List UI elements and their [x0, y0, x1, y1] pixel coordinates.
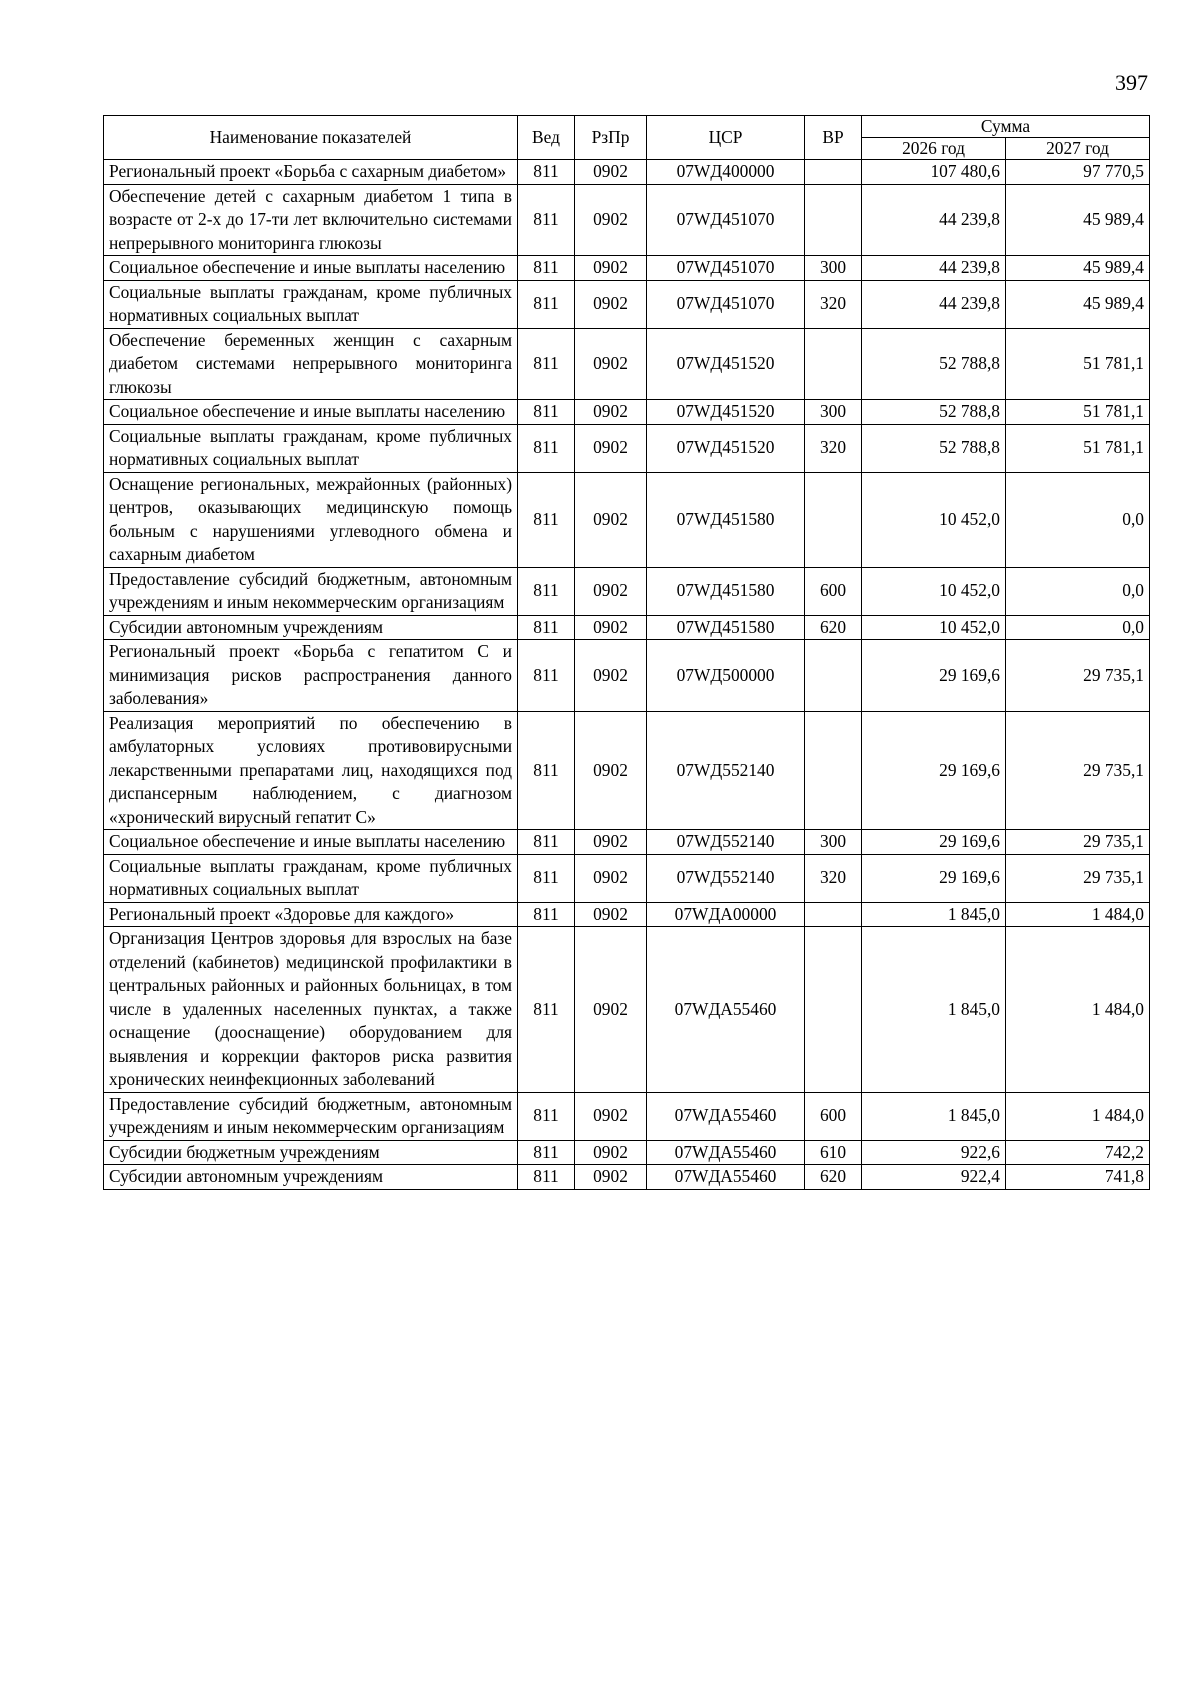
cell-ved: 811 [518, 567, 575, 615]
table-body [104, 160, 1150, 1190]
cell-csr: 07WД552140 [647, 711, 805, 830]
cell-vr: 620 [805, 615, 862, 640]
cell-rzpr: 0902 [575, 640, 647, 712]
header-name: Наименование показателей [104, 116, 518, 160]
cell-rzpr: 0902 [575, 711, 647, 830]
cell-sum-2027: 1 484,0 [1006, 1092, 1150, 1140]
cell-vr: 300 [805, 830, 862, 855]
cell-sum-2026: 1 845,0 [862, 902, 1006, 927]
cell-vr [805, 711, 862, 830]
header-2026: 2026 год [862, 138, 1006, 160]
cell-ved: 811 [518, 256, 575, 281]
table-row [104, 400, 1150, 425]
cell-ved: 811 [518, 711, 575, 830]
header-ved: Вед [518, 116, 575, 160]
cell-csr: 07WД451070 [647, 256, 805, 281]
cell-vr: 320 [805, 280, 862, 328]
cell-sum-2026: 44 239,8 [862, 256, 1006, 281]
table-row [104, 830, 1150, 855]
cell-csr: 07WД451520 [647, 400, 805, 425]
cell-name: Обеспечение детей с сахарным диабетом 1 типа в возрасте от 2-х до 17-ти лет включительно системами непрерывного мониторинга глюкозы [104, 184, 518, 256]
cell-vr [805, 184, 862, 256]
cell-ved: 811 [518, 280, 575, 328]
cell-name: Региональный проект «Борьба с гепатитом С и минимизация рисков распространения данного заболевания» [104, 640, 518, 712]
cell-ved: 811 [518, 472, 575, 567]
header-row-1 [104, 116, 1150, 138]
cell-rzpr: 0902 [575, 615, 647, 640]
cell-name: Социальные выплаты гражданам, кроме публичных нормативных социальных выплат [104, 424, 518, 472]
cell-sum-2027: 29 735,1 [1006, 830, 1150, 855]
table-row [104, 927, 1150, 1093]
table-row [104, 160, 1150, 185]
cell-csr: 07WДА55460 [647, 927, 805, 1093]
header-vr: ВР [805, 116, 862, 160]
cell-sum-2027: 741,8 [1006, 1165, 1150, 1190]
cell-sum-2027: 29 735,1 [1006, 854, 1150, 902]
cell-sum-2026: 1 845,0 [862, 927, 1006, 1093]
cell-rzpr: 0902 [575, 424, 647, 472]
cell-rzpr: 0902 [575, 1092, 647, 1140]
cell-sum-2027: 29 735,1 [1006, 640, 1150, 712]
cell-csr: 07WДА55460 [647, 1140, 805, 1165]
table-row [104, 280, 1150, 328]
cell-rzpr: 0902 [575, 280, 647, 328]
cell-name: Субсидии бюджетным учреждениям [104, 1140, 518, 1165]
cell-ved: 811 [518, 1140, 575, 1165]
cell-name: Субсидии автономным учреждениям [104, 1165, 518, 1190]
cell-rzpr: 0902 [575, 160, 647, 185]
table-row [104, 1165, 1150, 1190]
cell-sum-2026: 29 169,6 [862, 830, 1006, 855]
cell-ved: 811 [518, 184, 575, 256]
cell-vr [805, 472, 862, 567]
cell-name: Социальное обеспечение и иные выплаты населению [104, 830, 518, 855]
cell-name: Оснащение региональных, межрайонных (районных) центров, оказывающих медицинскую помощь больным с нарушениями углеводного обмена и сахарным диабетом [104, 472, 518, 567]
cell-sum-2026: 52 788,8 [862, 400, 1006, 425]
cell-name: Обеспечение беременных женщин с сахарным диабетом системами непрерывного мониторинга глюкозы [104, 328, 518, 400]
cell-sum-2026: 44 239,8 [862, 280, 1006, 328]
cell-rzpr: 0902 [575, 1165, 647, 1190]
cell-ved: 811 [518, 1165, 575, 1190]
cell-name: Социальные выплаты гражданам, кроме публичных нормативных социальных выплат [104, 854, 518, 902]
cell-ved: 811 [518, 615, 575, 640]
cell-name: Организация Центров здоровья для взрослых на базе отделений (кабинетов) медицинской профилактики в центральных районных и районных больницах, в том числе в удаленных населенных пунктах, а также оснащение (дооснащение) оборудованием для выявления и коррекции факторов риска развития хронических неинфекционных заболеваний [104, 927, 518, 1093]
cell-sum-2026: 29 169,6 [862, 640, 1006, 712]
cell-sum-2027: 1 484,0 [1006, 902, 1150, 927]
cell-csr: 07WД451580 [647, 567, 805, 615]
cell-name: Социальное обеспечение и иные выплаты населению [104, 400, 518, 425]
cell-vr: 600 [805, 1092, 862, 1140]
table-row [104, 472, 1150, 567]
cell-vr [805, 328, 862, 400]
cell-rzpr: 0902 [575, 184, 647, 256]
cell-sum-2026: 29 169,6 [862, 711, 1006, 830]
cell-sum-2027: 51 781,1 [1006, 328, 1150, 400]
cell-rzpr: 0902 [575, 1140, 647, 1165]
table-row [104, 184, 1150, 256]
cell-ved: 811 [518, 640, 575, 712]
cell-sum-2026: 922,4 [862, 1165, 1006, 1190]
cell-csr: 07WД552140 [647, 854, 805, 902]
cell-rzpr: 0902 [575, 472, 647, 567]
cell-ved: 811 [518, 1092, 575, 1140]
cell-ved: 811 [518, 854, 575, 902]
cell-ved: 811 [518, 902, 575, 927]
cell-rzpr: 0902 [575, 400, 647, 425]
table-row [104, 1140, 1150, 1165]
table-row [104, 256, 1150, 281]
page-number: 397 [1115, 70, 1148, 95]
cell-sum-2027: 45 989,4 [1006, 184, 1150, 256]
cell-sum-2027: 51 781,1 [1006, 424, 1150, 472]
cell-name: Региональный проект «Здоровье для каждого» [104, 902, 518, 927]
cell-sum-2027: 742,2 [1006, 1140, 1150, 1165]
cell-vr [805, 927, 862, 1093]
cell-sum-2027: 0,0 [1006, 615, 1150, 640]
cell-rzpr: 0902 [575, 830, 647, 855]
cell-sum-2027: 45 989,4 [1006, 256, 1150, 281]
cell-sum-2026: 52 788,8 [862, 328, 1006, 400]
cell-vr: 320 [805, 424, 862, 472]
cell-csr: 07WД552140 [647, 830, 805, 855]
cell-name: Предоставление субсидий бюджетным, автономным учреждениям и иным некоммерческим организациям [104, 567, 518, 615]
cell-csr: 07WДА00000 [647, 902, 805, 927]
cell-vr: 300 [805, 256, 862, 281]
cell-vr: 320 [805, 854, 862, 902]
cell-sum-2027: 97 770,5 [1006, 160, 1150, 185]
cell-ved: 811 [518, 328, 575, 400]
cell-sum-2026: 10 452,0 [862, 472, 1006, 567]
cell-name: Субсидии автономным учреждениям [104, 615, 518, 640]
cell-vr: 300 [805, 400, 862, 425]
table-row [104, 328, 1150, 400]
cell-rzpr: 0902 [575, 567, 647, 615]
cell-csr: 07WД451580 [647, 472, 805, 567]
cell-csr: 07WД451580 [647, 615, 805, 640]
cell-csr: 07WД500000 [647, 640, 805, 712]
cell-ved: 811 [518, 830, 575, 855]
table-row [104, 902, 1150, 927]
cell-csr: 07WД451520 [647, 328, 805, 400]
cell-csr: 07WД451070 [647, 184, 805, 256]
cell-sum-2026: 44 239,8 [862, 184, 1006, 256]
table-row [104, 640, 1150, 712]
table-row [104, 615, 1150, 640]
table-row [104, 567, 1150, 615]
cell-sum-2026: 10 452,0 [862, 567, 1006, 615]
cell-csr: 07WДА55460 [647, 1165, 805, 1190]
cell-sum-2026: 52 788,8 [862, 424, 1006, 472]
header-2027: 2027 год [1006, 138, 1150, 160]
cell-csr: 07WДА55460 [647, 1092, 805, 1140]
cell-name: Предоставление субсидий бюджетным, автономным учреждениям и иным некоммерческим организациям [104, 1092, 518, 1140]
cell-ved: 811 [518, 927, 575, 1093]
cell-sum-2026: 10 452,0 [862, 615, 1006, 640]
cell-name: Социальное обеспечение и иные выплаты населению [104, 256, 518, 281]
budget-table [103, 115, 1150, 1190]
cell-rzpr: 0902 [575, 256, 647, 281]
cell-sum-2027: 29 735,1 [1006, 711, 1150, 830]
cell-ved: 811 [518, 160, 575, 185]
cell-ved: 811 [518, 424, 575, 472]
cell-rzpr: 0902 [575, 902, 647, 927]
cell-sum-2027: 51 781,1 [1006, 400, 1150, 425]
cell-csr: 07WД400000 [647, 160, 805, 185]
table-row [104, 1092, 1150, 1140]
cell-name: Реализация мероприятий по обеспечению в амбулаторных условиях противовирусными лекарственными препаратами лиц, находящихся под диспансерным наблюдением, с диагнозом «хронический вирусный гепатит С» [104, 711, 518, 830]
cell-vr: 620 [805, 1165, 862, 1190]
cell-sum-2027: 0,0 [1006, 472, 1150, 567]
cell-name: Социальные выплаты гражданам, кроме публичных нормативных социальных выплат [104, 280, 518, 328]
cell-sum-2027: 1 484,0 [1006, 927, 1150, 1093]
cell-csr: 07WД451070 [647, 280, 805, 328]
cell-ved: 811 [518, 400, 575, 425]
cell-name: Региональный проект «Борьба с сахарным диабетом» [104, 160, 518, 185]
cell-sum-2026: 1 845,0 [862, 1092, 1006, 1140]
cell-rzpr: 0902 [575, 328, 647, 400]
cell-rzpr: 0902 [575, 927, 647, 1093]
cell-sum-2026: 107 480,6 [862, 160, 1006, 185]
cell-sum-2026: 922,6 [862, 1140, 1006, 1165]
cell-sum-2027: 0,0 [1006, 567, 1150, 615]
cell-vr [805, 902, 862, 927]
header-csr: ЦСР [647, 116, 805, 160]
cell-vr: 600 [805, 567, 862, 615]
header-rzpr: РзПр [575, 116, 647, 160]
table-row [104, 424, 1150, 472]
cell-vr: 610 [805, 1140, 862, 1165]
cell-rzpr: 0902 [575, 854, 647, 902]
table-row [104, 854, 1150, 902]
cell-sum-2027: 45 989,4 [1006, 280, 1150, 328]
cell-vr [805, 160, 862, 185]
cell-sum-2026: 29 169,6 [862, 854, 1006, 902]
table-row [104, 711, 1150, 830]
header-sum: Сумма [862, 116, 1150, 138]
cell-csr: 07WД451520 [647, 424, 805, 472]
cell-vr [805, 640, 862, 712]
